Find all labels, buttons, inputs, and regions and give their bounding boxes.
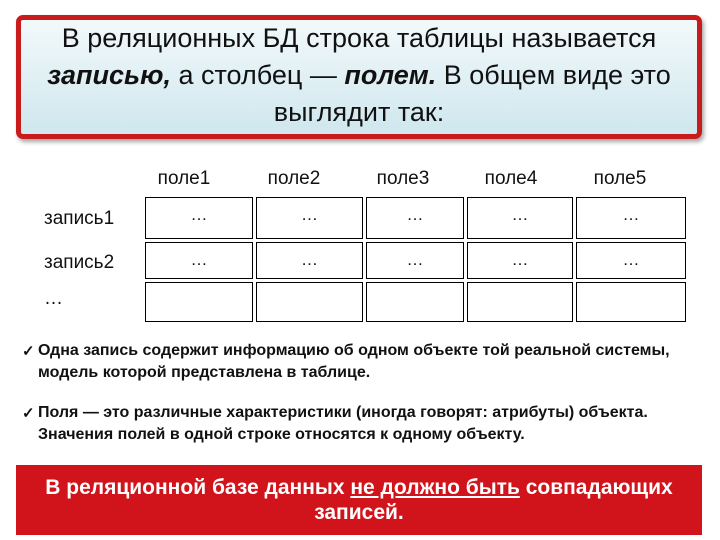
bullet-item-record <box>22 340 702 384</box>
row-label-3: … <box>44 288 63 309</box>
title-part1: В реляционных БД строка таблицы называется <box>61 22 657 53</box>
table-cell-r2-c3: … <box>366 242 464 279</box>
table-cell-r1-c4: … <box>467 197 573 239</box>
table-cell-r1-c2: … <box>256 197 363 239</box>
title-em-field: полем. <box>344 59 437 90</box>
table-cell-r2-c2: … <box>256 242 363 279</box>
checkmark-icon: ✓ <box>22 343 35 360</box>
table-cell-r2-c5: … <box>576 242 686 279</box>
column-header-3: поле3 <box>376 168 430 189</box>
table-cell-r2-c1: … <box>145 242 253 279</box>
table-cell-r3-c1 <box>145 282 253 322</box>
table-cell-r3-c3 <box>366 282 464 322</box>
table-cell-r3-c5 <box>576 282 686 322</box>
bullet-list <box>22 340 702 464</box>
bullet-text-1: Одна запись содержит информацию об одном объекте той реальной системы, модель которой представлена в таблице. <box>38 342 670 381</box>
footer-underlined: не должно быть <box>350 476 520 499</box>
row-label-1: запись1 <box>44 208 115 229</box>
table-cell-r2-c4: … <box>467 242 573 279</box>
footer-part2: совпадающих записей. <box>314 476 673 524</box>
column-header-1: поле1 <box>157 168 211 189</box>
title-part2: а столбец — <box>170 59 345 90</box>
title-em-record: записью, <box>47 59 171 90</box>
title-part3: В общем виде это выглядит так: <box>273 59 671 127</box>
footer-part1: В реляционной базе данных <box>45 476 351 499</box>
row-label-2: запись2 <box>44 252 115 273</box>
table-cell-r3-c2 <box>256 282 363 322</box>
table-cell-r1-c5: … <box>576 197 686 239</box>
table-cell-r1-c1: … <box>145 197 253 239</box>
column-header-5: поле5 <box>593 168 647 189</box>
column-header-2: поле2 <box>267 168 321 189</box>
column-header-4: поле4 <box>484 168 538 189</box>
footer-text <box>16 475 702 525</box>
bullet-item-field <box>22 402 702 446</box>
table-cell-r1-c3: … <box>366 197 464 239</box>
title-text <box>29 20 689 131</box>
footer-banner <box>16 465 702 535</box>
bullet-text-2: Поля — это различные характеристики (иногда говорят: атрибуты) объекта. Значения полей в одной строке относятся к одному объекту. <box>38 404 648 443</box>
title-box <box>16 15 702 139</box>
checkmark-icon: ✓ <box>22 405 35 422</box>
table-cell-r3-c4 <box>467 282 573 322</box>
